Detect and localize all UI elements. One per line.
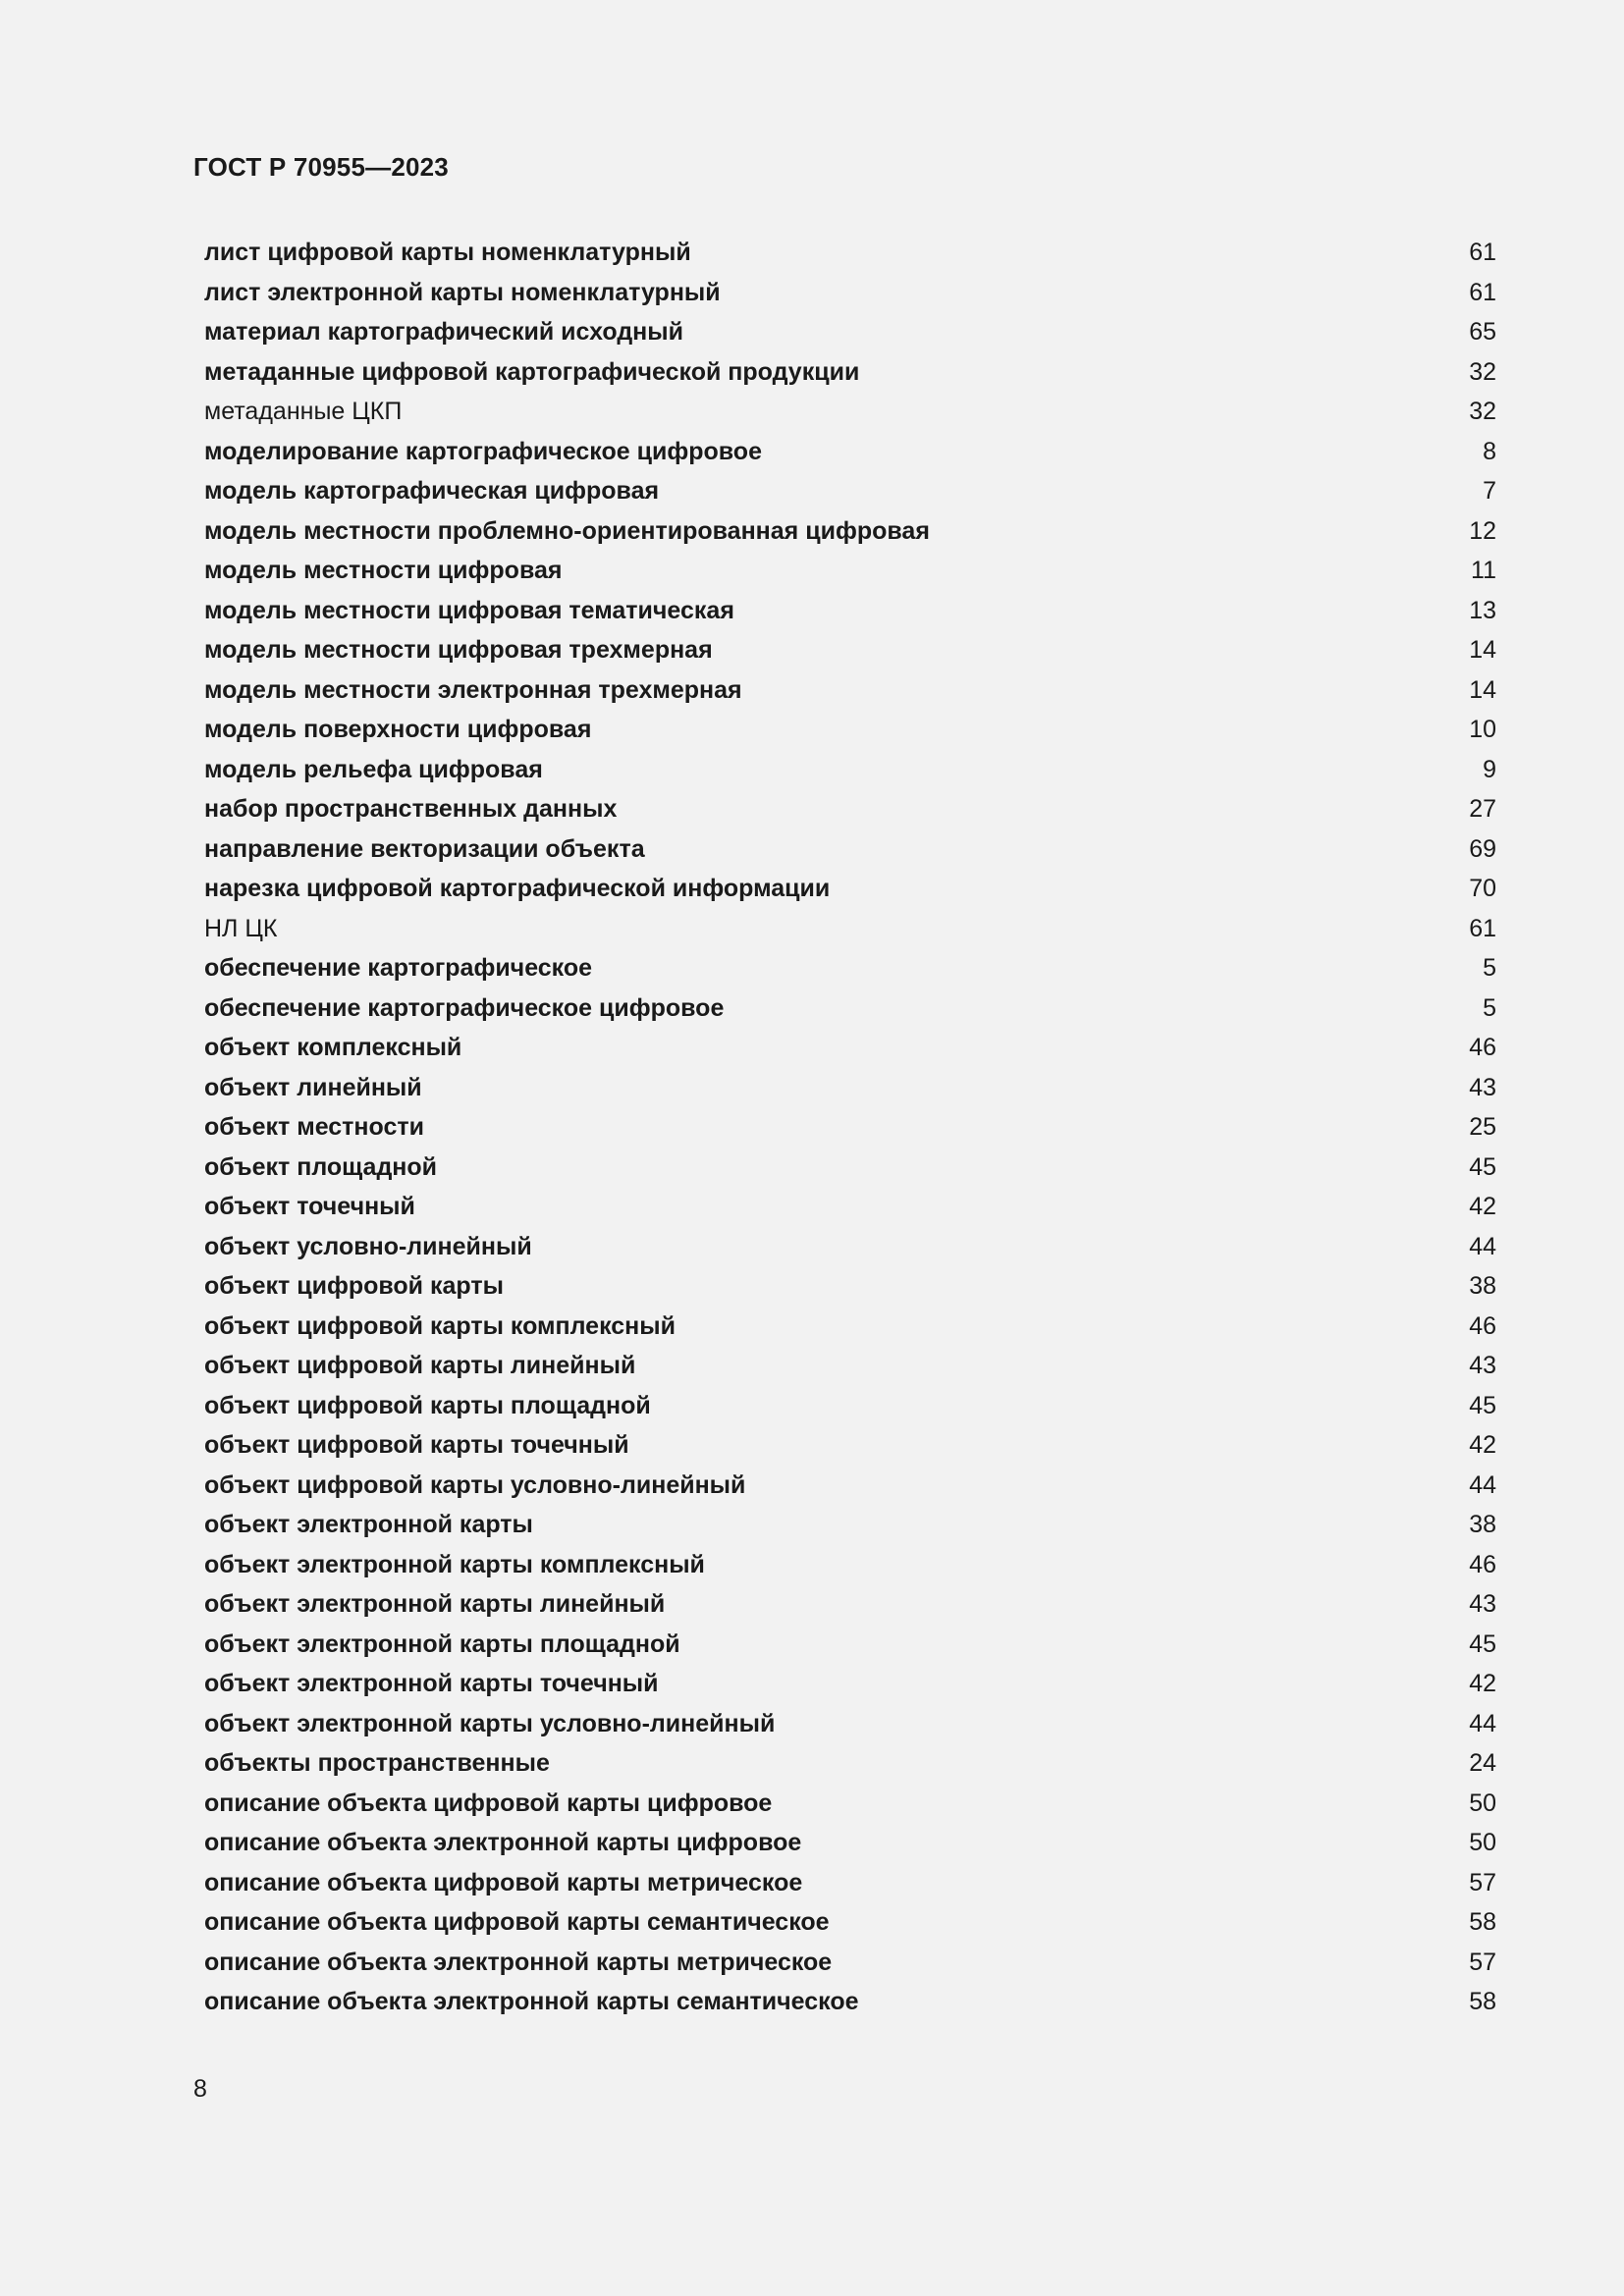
- index-page-reference: 13: [1469, 596, 1496, 624]
- index-page-reference: 44: [1469, 1232, 1496, 1260]
- index-entry: [204, 432, 1496, 472]
- index-page-reference: 65: [1469, 318, 1496, 346]
- index-entry: [204, 1466, 1496, 1506]
- index-page-reference: 61: [1469, 914, 1496, 942]
- index-entry: [204, 233, 1496, 273]
- index-term: модель картографическая цифровая: [204, 477, 660, 505]
- index-page-reference: 10: [1469, 716, 1496, 743]
- index-page-reference: 50: [1469, 1789, 1496, 1817]
- index-entry: [204, 869, 1496, 909]
- index-term: описание объекта электронной карты цифровое: [204, 1829, 802, 1856]
- index-term: объект точечный: [204, 1193, 415, 1220]
- index-entry: [204, 1823, 1496, 1863]
- index-page-reference: 5: [1483, 954, 1496, 982]
- index-term: модель поверхности цифровая: [204, 716, 592, 743]
- index-term: объект цифровой карты: [204, 1272, 504, 1300]
- index-term: обеспечение картографическое цифровое: [204, 993, 725, 1022]
- index-page-reference: 32: [1469, 357, 1496, 386]
- index-entry: [204, 1346, 1496, 1386]
- index-entry: [204, 670, 1496, 711]
- index-term: объект электронной карты точечный: [204, 1670, 659, 1697]
- index-page-reference: 5: [1483, 993, 1496, 1022]
- index-term: объекты пространственные: [204, 1749, 550, 1777]
- index-page-reference: 46: [1469, 1550, 1496, 1578]
- index-entry: [204, 1107, 1496, 1148]
- index-entry: [204, 1187, 1496, 1227]
- index-term: набор пространственных данных: [204, 795, 618, 823]
- index-term: объект цифровой карты линейный: [204, 1352, 636, 1379]
- index-entry: [204, 789, 1496, 829]
- index-page-reference: 61: [1469, 278, 1496, 306]
- index-page-reference: 44: [1469, 1709, 1496, 1737]
- index-term: объект условно-линейный: [204, 1232, 532, 1260]
- index-page-reference: 25: [1469, 1113, 1496, 1141]
- index-page-reference: 12: [1469, 516, 1496, 545]
- index-term: объект площадной: [204, 1152, 438, 1181]
- index-term: объект электронной карты линейный: [204, 1590, 666, 1618]
- index-term: объект электронной карты комплексный: [204, 1550, 705, 1578]
- index-term: метаданные ЦКП: [204, 398, 403, 425]
- index-page-reference: 38: [1469, 1272, 1496, 1300]
- index-term: лист электронной карты номенклатурный: [204, 278, 721, 306]
- index-term: материал картографический исходный: [204, 318, 684, 346]
- index-entry: [204, 1307, 1496, 1347]
- index-entry: [204, 1545, 1496, 1585]
- index-entry: [204, 1148, 1496, 1188]
- index-term: нарезка цифровой картографической информации: [204, 875, 831, 902]
- index-entry: [204, 1266, 1496, 1307]
- index-entry: [204, 392, 1496, 432]
- index-term: модель местности проблемно-ориентированная цифровая: [204, 516, 930, 545]
- index-entry: [204, 1704, 1496, 1744]
- index-term: модель местности электронная трехмерная: [204, 675, 742, 704]
- index-page-reference: 43: [1469, 1590, 1496, 1618]
- index-entry: [204, 1625, 1496, 1665]
- index-page-reference: 46: [1469, 1034, 1496, 1061]
- index-page-reference: 57: [1469, 1948, 1496, 1976]
- index-page-reference: 24: [1469, 1749, 1496, 1777]
- index-entry: [204, 948, 1496, 988]
- index-entry: [204, 1982, 1496, 2022]
- index-entry: [204, 273, 1496, 313]
- index-entry: [204, 1584, 1496, 1625]
- index-entry: [204, 630, 1496, 670]
- index-entry: [204, 988, 1496, 1029]
- index-entry: [204, 1028, 1496, 1068]
- alphabetical-index-list: [204, 233, 1496, 2022]
- index-term: модель местности цифровая трехмерная: [204, 636, 713, 664]
- index-entry: [204, 471, 1496, 511]
- index-term: описание объекта цифровой карты метрическое: [204, 1868, 803, 1896]
- index-entry: [204, 591, 1496, 631]
- index-page-reference: 43: [1469, 1073, 1496, 1101]
- index-page-reference: 45: [1469, 1629, 1496, 1658]
- index-page-reference: 45: [1469, 1152, 1496, 1181]
- index-term: обеспечение картографическое: [204, 954, 593, 982]
- index-page-reference: 57: [1469, 1868, 1496, 1896]
- index-term: модель рельефа цифровая: [204, 755, 543, 783]
- index-term: объект комплексный: [204, 1034, 462, 1061]
- index-term: объект цифровой карты площадной: [204, 1391, 651, 1419]
- index-page-reference: 7: [1483, 477, 1496, 505]
- index-entry: [204, 1863, 1496, 1903]
- index-page-reference: 50: [1469, 1829, 1496, 1856]
- index-entry: [204, 1943, 1496, 1983]
- index-page-reference: 46: [1469, 1311, 1496, 1340]
- index-entry: [204, 1386, 1496, 1426]
- index-page-reference: 58: [1469, 1908, 1496, 1936]
- index-page-reference: 69: [1469, 834, 1496, 863]
- index-entry: [204, 551, 1496, 591]
- index-page-reference: 42: [1469, 1431, 1496, 1459]
- index-page-reference: 38: [1469, 1511, 1496, 1538]
- index-term: объект цифровой карты комплексный: [204, 1311, 676, 1340]
- index-entry: [204, 1505, 1496, 1545]
- index-entry: [204, 511, 1496, 552]
- index-entry: [204, 1743, 1496, 1784]
- index-page-reference: 8: [1483, 437, 1496, 465]
- index-entry: [204, 829, 1496, 870]
- page-number: 8: [193, 2075, 207, 2103]
- index-term: модель местности цифровая: [204, 557, 563, 584]
- index-entry: [204, 710, 1496, 750]
- index-entry: [204, 1784, 1496, 1824]
- index-entry: [204, 1902, 1496, 1943]
- index-page-reference: 61: [1469, 239, 1496, 266]
- index-page-reference: 42: [1469, 1193, 1496, 1220]
- index-term: направление векторизации объекта: [204, 834, 645, 863]
- index-term: модель местности цифровая тематическая: [204, 596, 734, 624]
- index-term: описание объекта электронной карты семантическое: [204, 1988, 859, 2015]
- index-term: объект электронной карты условно-линейный: [204, 1709, 776, 1737]
- index-entry: [204, 352, 1496, 393]
- index-page-reference: 45: [1469, 1391, 1496, 1419]
- index-page-reference: 27: [1469, 795, 1496, 823]
- index-term: объект электронной карты: [204, 1511, 533, 1538]
- index-term: моделирование картографическое цифровое: [204, 437, 762, 465]
- index-entry: [204, 750, 1496, 790]
- index-page-reference: 14: [1469, 675, 1496, 704]
- index-page-reference: 43: [1469, 1352, 1496, 1379]
- index-term: объект линейный: [204, 1073, 422, 1101]
- index-page-reference: 42: [1469, 1670, 1496, 1697]
- index-page-reference: 44: [1469, 1470, 1496, 1499]
- index-term: лист цифровой карты номенклатурный: [204, 239, 691, 266]
- index-page-reference: 58: [1469, 1988, 1496, 2015]
- index-entry: [204, 1425, 1496, 1466]
- document-header: ГОСТ Р 70955—2023: [193, 152, 449, 182]
- index-entry: [204, 1068, 1496, 1108]
- index-page-reference: 9: [1483, 755, 1496, 783]
- index-term: метаданные цифровой картографической продукции: [204, 357, 860, 386]
- index-term: объект электронной карты площадной: [204, 1629, 680, 1658]
- index-entry: [204, 1664, 1496, 1704]
- index-entry: [204, 1227, 1496, 1267]
- index-page-reference: 14: [1469, 636, 1496, 664]
- index-term: объект цифровой карты точечный: [204, 1431, 629, 1459]
- index-page-reference: 32: [1469, 398, 1496, 425]
- index-term: описание объекта цифровой карты цифровое: [204, 1789, 773, 1817]
- index-page-reference: 11: [1471, 557, 1496, 584]
- index-term: описание объекта электронной карты метрическое: [204, 1948, 833, 1976]
- index-term: объект местности: [204, 1113, 424, 1141]
- index-term: НЛ ЦК: [204, 914, 278, 942]
- index-entry: [204, 312, 1496, 352]
- index-page-reference: 70: [1469, 875, 1496, 902]
- index-term: описание объекта цифровой карты семантическое: [204, 1908, 830, 1936]
- index-term: объект цифровой карты условно-линейный: [204, 1470, 746, 1499]
- index-entry: [204, 909, 1496, 949]
